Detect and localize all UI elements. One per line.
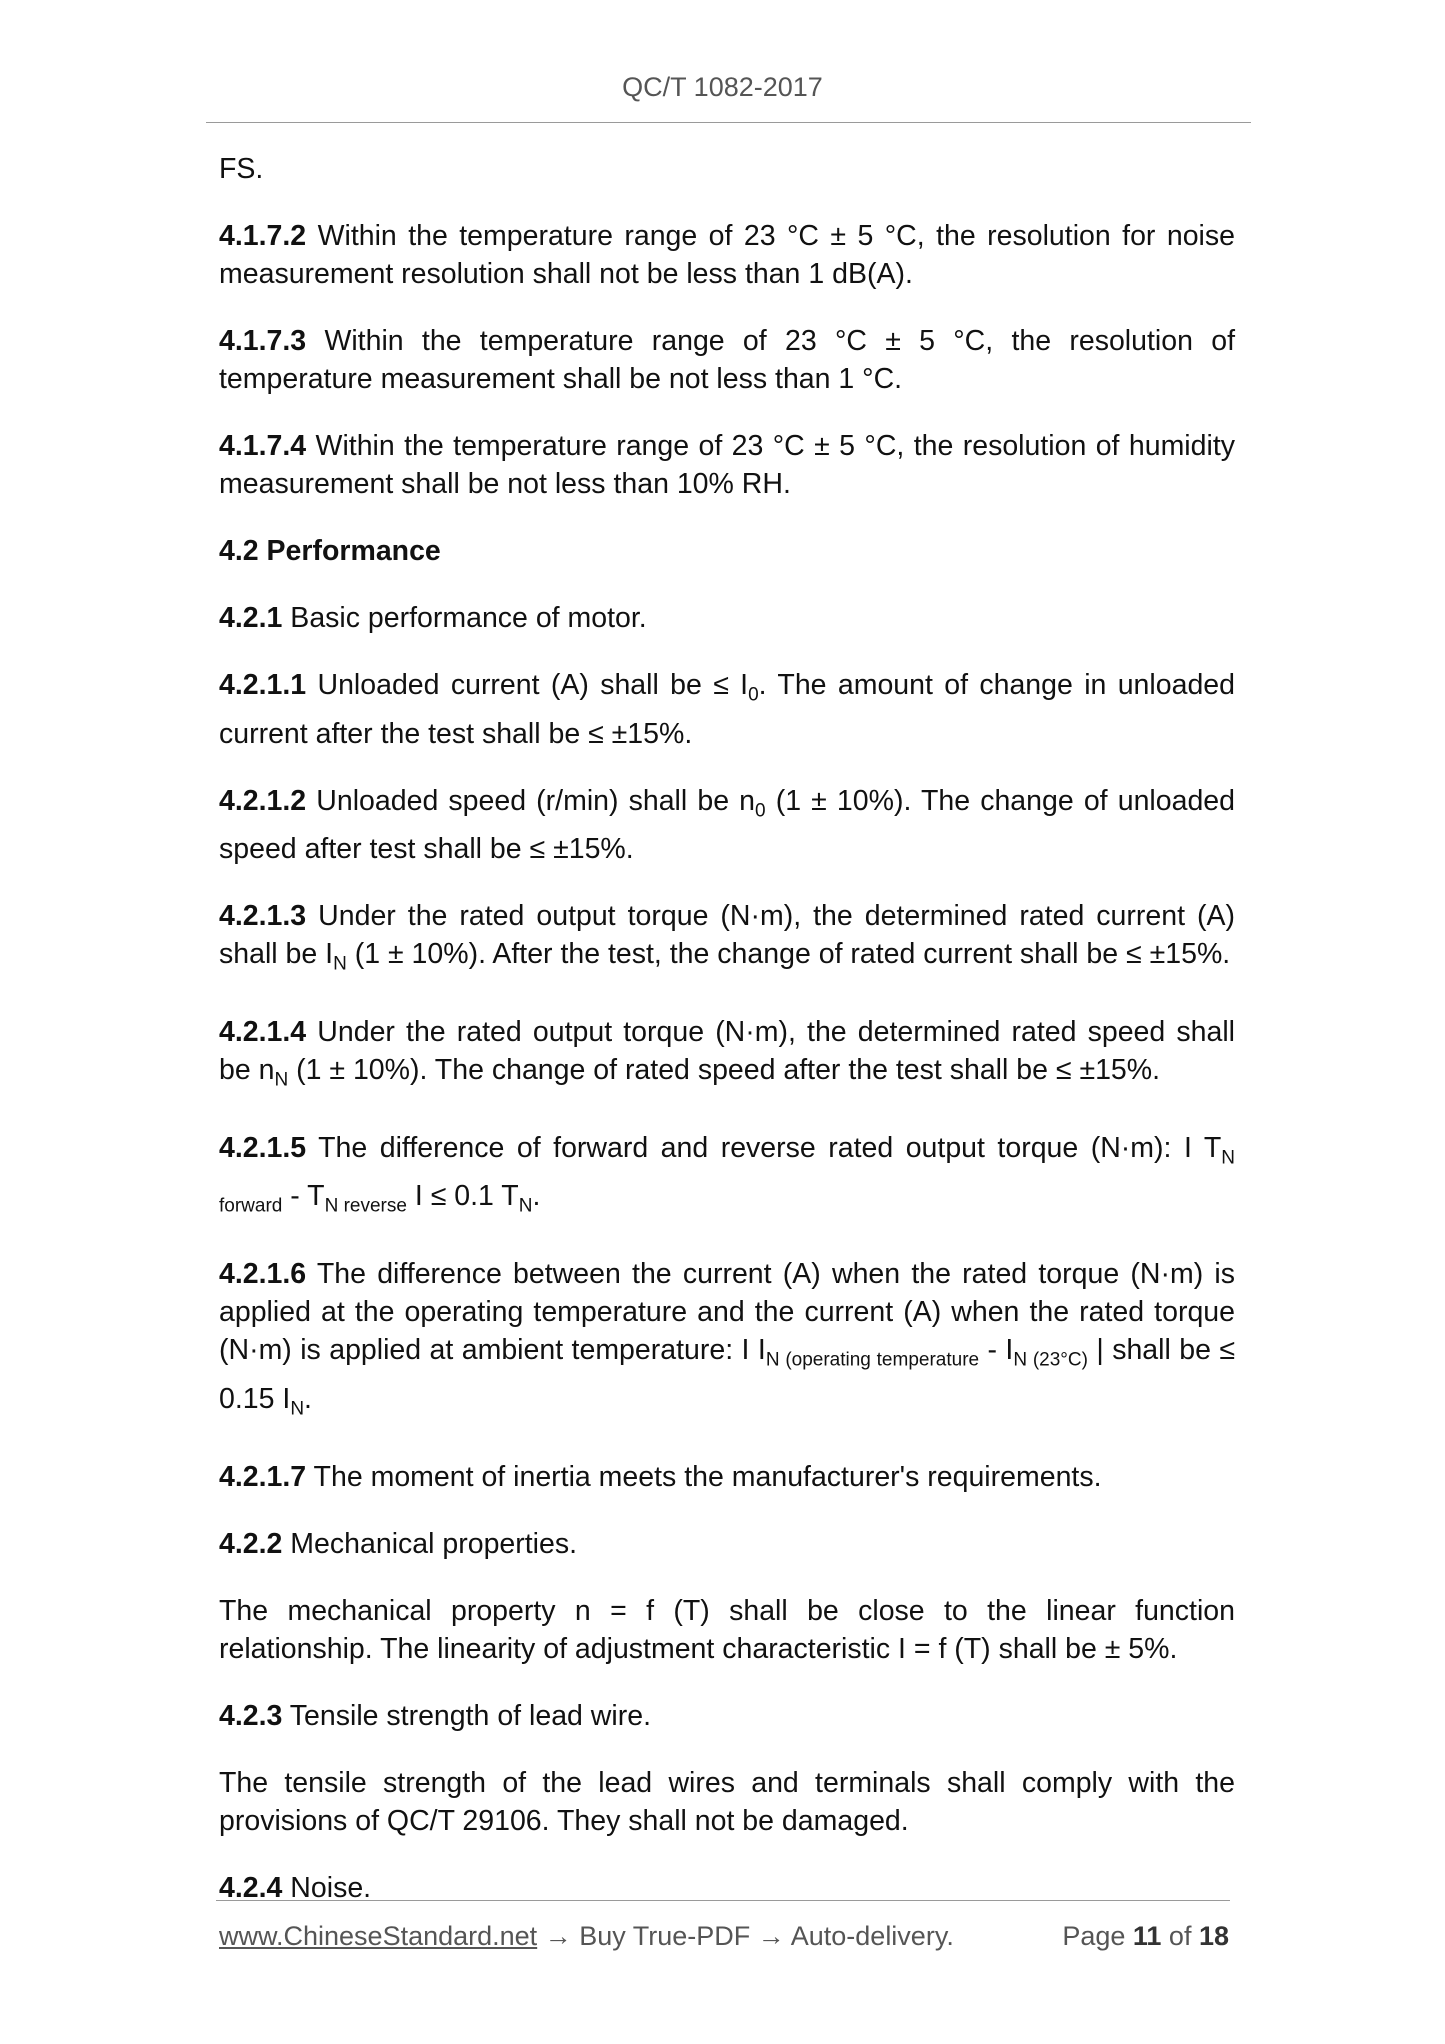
clause-text: . [532,1180,541,1213]
clause-text: Unloaded current (A) shall be ≤ I [306,669,749,701]
clause-4-2-1-3 [219,897,1235,984]
subscript: N [518,1196,533,1218]
clause-text: The difference of forward and reverse rated output torque (N·m): I T [306,1131,1222,1164]
clause-text: Under the rated output torque (N·m), the determined rated current (A) shall be I [219,900,1235,971]
page-number: 11 [1132,1921,1162,1951]
paragraph-tensile-strength [219,1764,1235,1840]
subscript: N (23°C) [1013,1349,1088,1371]
clause-number: 4.2.1 [219,602,283,634]
clause-text: Noise. [282,1871,372,1904]
clause-number: 4.1.7.4 [219,430,307,462]
clause-4-2-1 [219,599,1235,637]
page-header: QC/T 1082-2017 [622,72,823,102]
clause-text: I ≤ 0.1 T [406,1180,519,1213]
clause-number: 4.2.2 [219,1527,283,1560]
paragraph-fs [219,150,1235,188]
clause-4-1-7-3 [219,322,1235,398]
page-indicator [1062,1921,1229,1952]
clause-text: . [304,1382,312,1415]
clause-number: 4.2.1.1 [219,669,307,701]
clause-number: 4.2.1.4 [219,1016,307,1049]
paragraph-text: FS. [219,153,264,185]
clause-text: Basic performance of motor. [282,602,647,634]
clause-text: Within the temperature range of 23 °C ± 5 °C, the resolution for noise measurement resolution shall not be less than 1 dB(A). [219,220,1235,290]
clause-text: - I [979,1334,1014,1367]
clause-text: | shall be ≤ 0.15 I [219,1334,1235,1415]
clause-text: (1 ± 10%). The change of unloaded speed after test shall be ≤ ±15%. [219,784,1236,866]
clause-number: 4.2.1.7 [219,1460,307,1493]
clause-4-2-1-1 [219,666,1235,753]
clause-text: Within the temperature range of 23 °C ± 5 °C, the resolution of temperature measurement shall be not less than 1 °C. [219,325,1235,395]
section-heading-4-2 [219,532,1235,570]
clause-4-2-1-7 [219,1458,1235,1496]
subscript: N [333,954,347,976]
clause-4-2-1-6 [219,1255,1235,1428]
subscript: N [290,1398,305,1420]
subscript: N reverse [324,1196,407,1218]
clause-4-2-1-5 [219,1129,1235,1226]
clause-text: Tensile strength of lead wire. [282,1699,651,1732]
clause-text: Mechanical properties. [282,1527,578,1560]
section-heading: 4.2 Performance [219,535,441,567]
paragraph-text: The tensile strength of the lead wires and terminals shall comply with the provisions of QC/T 29106. They shall not be damaged. [219,1766,1235,1837]
clause-number: 4.1.7.2 [219,220,307,252]
clause-4-1-7-2 [219,217,1235,293]
subscript: 0 [748,684,759,706]
clause-text: . The amount of change in unloaded current after the test shall be ≤ ±15%. [219,669,1235,750]
subscript: N forward [219,1147,1235,1218]
clause-number: 4.2.3 [219,1699,283,1732]
website-link[interactable]: www.ChineseStandard.net [219,1921,538,1951]
clause-text: (1 ± 10%). After the test, the change of rated current shall be ≤ ±15%. [346,938,1231,971]
clause-4-2-1-2 [219,782,1235,869]
of-label: of [1161,1921,1199,1951]
clause-4-2-2 [219,1525,1235,1563]
subscript: N [274,1069,289,1091]
clause-4-1-7-4 [219,427,1235,503]
footer-tagline: → Buy True-PDF → Auto-delivery. [537,1921,954,1951]
page-footer [219,1921,1229,1952]
clause-number: 4.1.7.3 [219,325,307,357]
paragraph-text: The mechanical property n = f (T) shall be close to the linear function relationship. The linearity of adjustment characteristic I = f (T) shall be ± 5%. [219,1594,1235,1665]
footer-divider [216,1900,1230,1901]
subscript: 0 [755,800,766,822]
document-body [219,150,1235,1936]
clause-4-2-1-4 [219,1013,1235,1100]
page-label: Page [1062,1921,1133,1951]
clause-text: Unloaded speed (r/min) shall be n [306,784,756,817]
clause-number: 4.2.4 [219,1871,283,1904]
clause-number: 4.2.1.6 [219,1258,307,1291]
clause-number: 4.2.1.3 [219,900,307,933]
clause-text: The moment of inertia meets the manufacturer's requirements. [306,1460,1102,1493]
page-total: 18 [1198,1921,1229,1951]
clause-text: (1 ± 10%). The change of rated speed after the test shall be ≤ ±15%. [288,1054,1161,1087]
clause-text: Within the temperature range of 23 °C ± 5 °C, the resolution of humidity measurement shall be not less than 10% RH. [219,430,1235,500]
clause-text: The difference between the current (A) when the rated torque (N·m) is applied at the operating temperature and the current (A) when the rated torque (N·m) is applied at ambient temperature: I I [219,1258,1235,1367]
clause-4-2-3 [219,1697,1235,1735]
clause-text: - T [282,1180,325,1213]
clause-text: Under the rated output torque (N·m), the determined rated speed shall be n [219,1016,1235,1087]
header-divider [206,122,1251,123]
subscript: N (operating temperature [765,1349,980,1371]
clause-number: 4.2.1.5 [219,1131,307,1164]
paragraph-mechanical-property [219,1592,1235,1668]
clause-number: 4.2.1.2 [219,784,307,817]
